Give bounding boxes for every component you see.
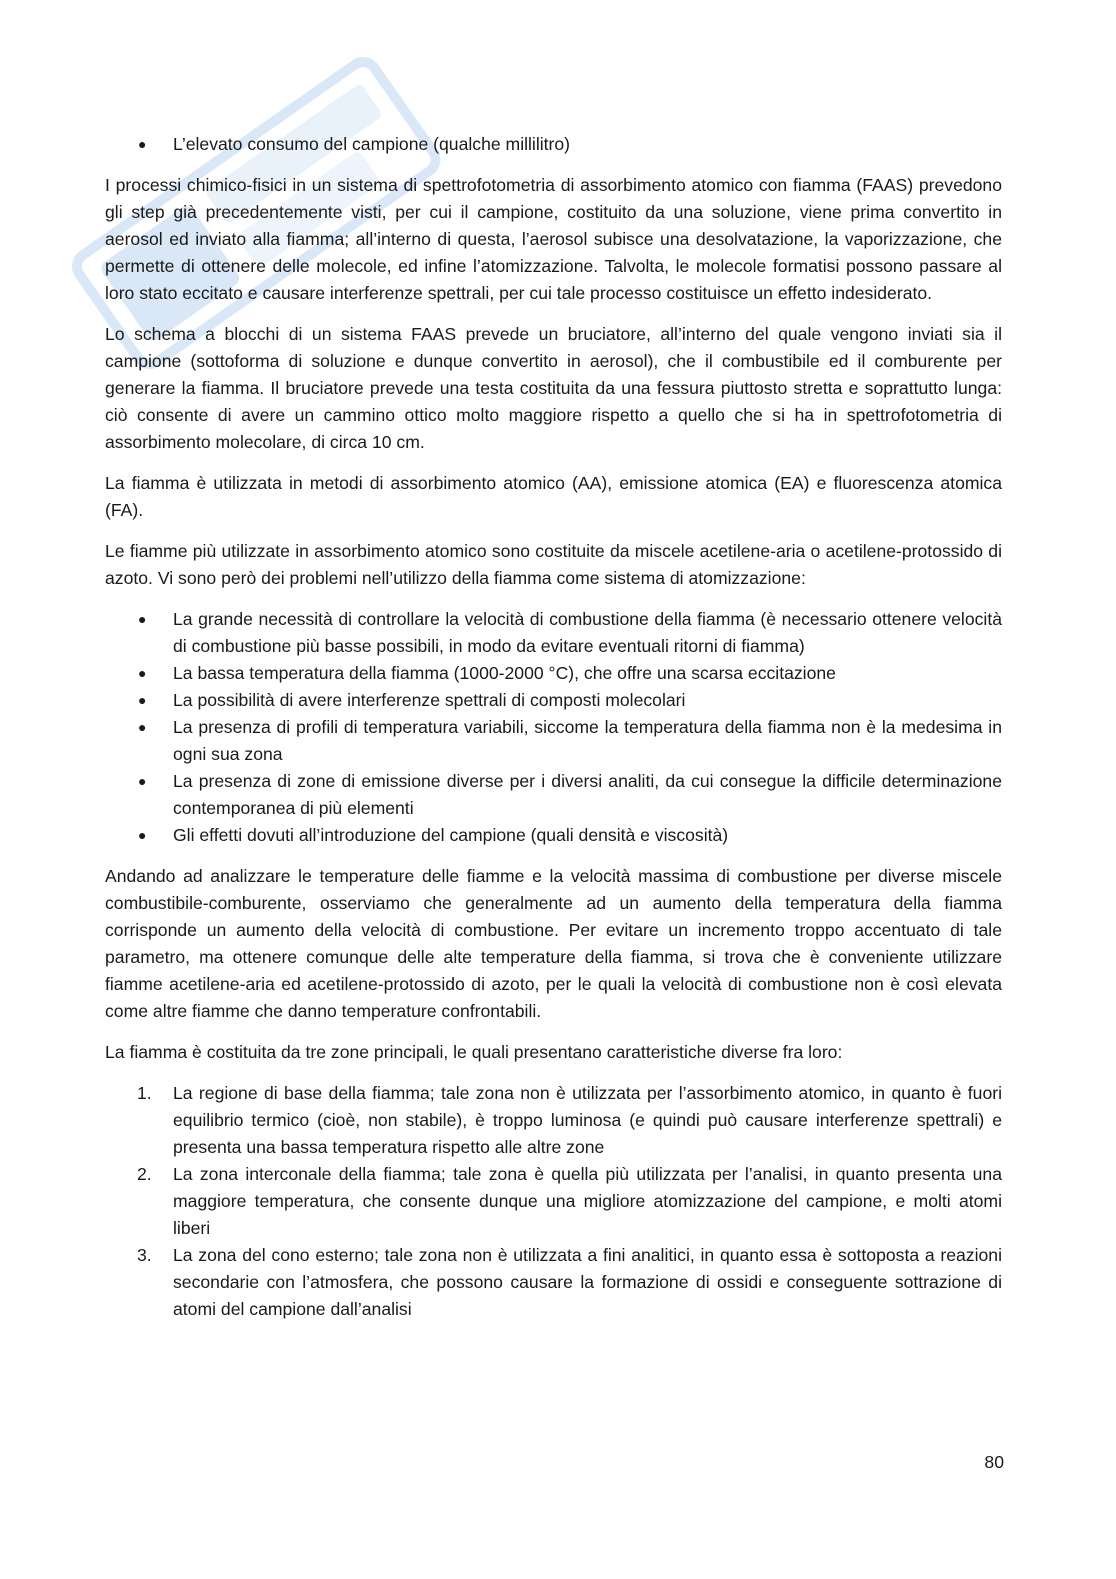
list-item: 1. La regione di base della fiamma; tale zona non è utilizzata per l’assorbimento atomico, in quanto è fuori equilibrio termico (cioè, non stabile), è troppo luminosa (e quindi può causare interferenze spettrali) e presenta una bassa temperatura rispetto alle altre zone <box>105 1080 1002 1161</box>
paragraph: Andando ad analizzare le temperature delle fiamme e la velocità massima di combustione per diverse miscele combustibile-comburente, osserviamo che generalmente ad un aumento della temperatura della fiamma corrisponde un aumento della velocità di combustione. Per evitare un incremento troppo accentuato di tale parametro, ma ottenere comunque delle alte temperature della fiamma, si trova che è conveniente utilizzare fiamme acetilene-aria ed acetilene-protossido di azoto, per le quali la velocità di combustione non è così elevata come altre fiamme che danno temperature confrontabili. <box>105 866 1002 1021</box>
bullet-icon: ● <box>138 827 147 843</box>
top-bullet-list <box>105 131 1002 158</box>
paragraph: Le fiamme più utilizzate in assorbimento atomico sono costituite da miscele acetilene-aria o acetilene-protossido di azoto. Vi sono però dei problemi nell’utilizzo della fiamma come sistema di atomizzazione: <box>105 541 1002 588</box>
bullet-icon: ● <box>138 719 147 735</box>
list-number: 1. <box>137 1083 152 1103</box>
paragraph: I processi chimico-fisici in un sistema di spettrofotometria di assorbimento atomico con fiamma (FAAS) prevedono gli step già precedentemente visti, per cui il campione, costituito da una soluzione, viene prima convertito in aerosol ed inviato alla fiamma; all’interno di questa, l’aerosol subisce una desolvatazione, la vaporizzazione, che permette di ottenere delle molecole, ed infine l’atomizzazione. Talvolta, le molecole formatisi possono passare al loro stato eccitato e causare interferenze spettrali, per cui tale processo costituisce un effetto indesiderato. <box>105 175 1002 303</box>
problem-bullet-list <box>105 606 1002 849</box>
list-item: ● La bassa temperatura della fiamma (1000-2000 °C), che offre una scarsa eccitazione <box>105 660 1002 687</box>
zones-numbered-list <box>105 1080 1002 1323</box>
bullet-icon: ● <box>138 136 147 152</box>
list-item: ● L’elevato consumo del campione (qualche millilitro) <box>105 131 1002 158</box>
list-item: ● La presenza di profili di temperatura variabili, siccome la temperatura della fiamma non è la medesima in ogni sua zona <box>105 714 1002 768</box>
document-body <box>105 131 1002 1337</box>
list-item: ● Gli effetti dovuti all’introduzione del campione (quali densità e viscosità) <box>105 822 1002 849</box>
list-number: 2. <box>137 1164 152 1184</box>
bullet-icon: ● <box>138 665 147 681</box>
bullet-icon: ● <box>138 773 147 789</box>
list-item: ● La presenza di zone di emissione diverse per i diversi analiti, da cui consegue la difficile determinazione contemporanea di più elementi <box>105 768 1002 822</box>
list-item: ● La possibilità di avere interferenze spettrali di composti molecolari <box>105 687 1002 714</box>
paragraph: La fiamma è costituita da tre zone principali, le quali presentano caratteristiche diverse fra loro: <box>105 1042 843 1062</box>
list-item: 3. La zona del cono esterno; tale zona non è utilizzata a fini analitici, in quanto essa è sottoposta a reazioni secondarie con l’atmosfera, che possono causare la formazione di ossidi e conseguente sottrazione di atomi del campione dall’analisi <box>105 1242 1002 1323</box>
list-item: ● La grande necessità di controllare la velocità di combustione della fiamma (è necessario ottenere velocità di combustione più basse possibili, in modo da evitare eventuali ritorni di fiamma) <box>105 606 1002 660</box>
bullet-icon: ● <box>138 611 147 627</box>
paragraph: La fiamma è utilizzata in metodi di assorbimento atomico (AA), emissione atomica (EA) e fluorescenza atomica (FA). <box>105 473 1002 520</box>
list-number: 3. <box>137 1245 152 1265</box>
bullet-icon: ● <box>138 692 147 708</box>
list-item: 2. La zona interconale della fiamma; tale zona è quella più utilizzata per l’analisi, in quanto presenta una maggiore temperatura, che consente dunque una migliore atomizzazione del campione, e molti atomi liberi <box>105 1161 1002 1242</box>
page-number: 80 <box>984 1452 1004 1472</box>
paragraph: Lo schema a blocchi di un sistema FAAS prevede un bruciatore, all’interno del quale vengono inviati sia il campione (sottoforma di soluzione e dunque convertito in aerosol), che il combustibile ed il comburente per generare la fiamma. Il bruciatore prevede una testa costituita da una fessura piuttosto stretta e soprattutto lunga: ciò consente di avere un cammino ottico molto maggiore rispetto a quello che si ha in spettrofotometria di assorbimento molecolare, di circa 10 cm. <box>105 324 1002 452</box>
